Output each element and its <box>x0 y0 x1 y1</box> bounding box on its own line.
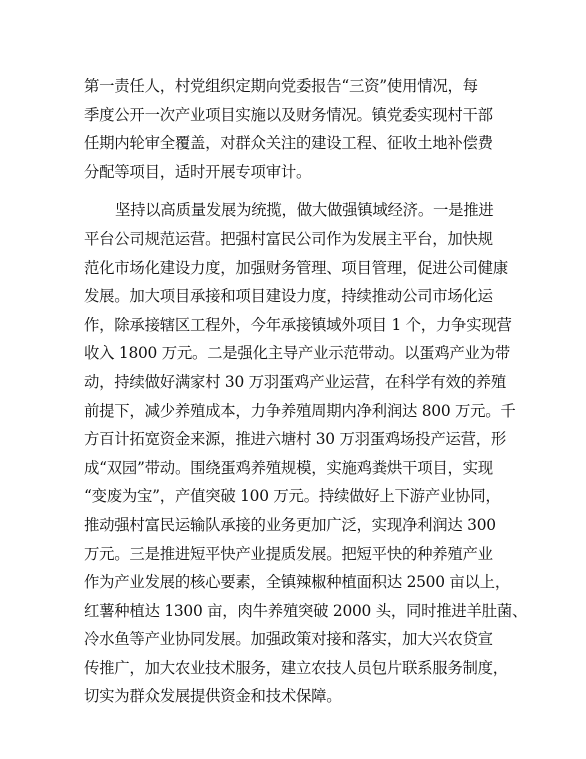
text-line: 任期内轮审全覆盖，对群众关注的建设工程、征收土地补偿费 <box>84 134 493 153</box>
text-line: 传推广，加大农业技术服务，建立农技人员包片联系服务制度， <box>84 658 508 677</box>
text-line: 分配等项目，适时开展专项审计。 <box>84 162 312 181</box>
text-line: 季度公开一次产业项目实施以及财务情况。镇党委实现村干部 <box>84 105 493 124</box>
text-line: 动，持续做好满家村 30 万羽蛋鸡产业运营，在科学有效的养殖 <box>84 372 507 391</box>
paragraph-economy <box>84 196 528 711</box>
text-line: 推动强村富民运输队承接的业务更加广泛，实现净利润达 300 <box>84 515 496 534</box>
text-line: 平台公司规范运营。把强村富民公司作为发展主平台，加快规 <box>84 229 493 248</box>
text-line: 作为产业发展的核心要素，全镇辣椒种植面积达 2500 亩以上， <box>84 573 510 592</box>
text-line: 红薯种植达 1300 亩，肉牛养殖突破 2000 头，同时推进羊肚菌、 <box>84 601 528 620</box>
paragraph-spacer <box>84 186 504 196</box>
text-line: 前提下，减少养殖成本，力争养殖周期内净利润达 800 万元。千 <box>84 401 516 420</box>
document-body <box>84 72 528 711</box>
text-line: 万元。三是推进短平快产业提质发展。把短平快的种养殖产业 <box>84 544 493 563</box>
text-line: 冷水鱼等产业协同发展。加强政策对接和落实，加大兴农贷宣 <box>84 630 493 649</box>
text-line: 收入 1800 万元。二是强化主导产业示范带动。以蛋鸡产业为带 <box>84 344 510 363</box>
text-line: “变废为宝”，产值突破 100 万元。持续做好上下游产业协同， <box>84 487 501 506</box>
text-line: 第一责任人，村党组织定期向党委报告“三资”使用情况，每 <box>84 77 478 95</box>
text-line: 方百计拓宽资金来源，推进六塘村 30 万羽蛋鸡场投产运营，形 <box>84 430 507 449</box>
text-line: 范化市场化建设力度，加强财务管理、项目管理，促进公司健康 <box>84 258 508 277</box>
text-line: 切实为群众发展提供资金和技术保障。 <box>84 687 342 706</box>
text-line: 成“双园”带动。围绕蛋鸡养殖规模，实施鸡粪烘干项目，实现 <box>84 458 493 477</box>
paragraph-oversight <box>84 72 504 186</box>
text-line: 发展。加大项目承接和项目建设力度，持续推动公司市场化运 <box>84 287 493 306</box>
text-line: 坚持以高质量发展为统揽，做大做强镇域经济。一是推进 <box>115 201 494 220</box>
text-line: 作，除承接辖区工程外，今年承接镇域外项目 1 个，力争实现营 <box>84 315 512 334</box>
